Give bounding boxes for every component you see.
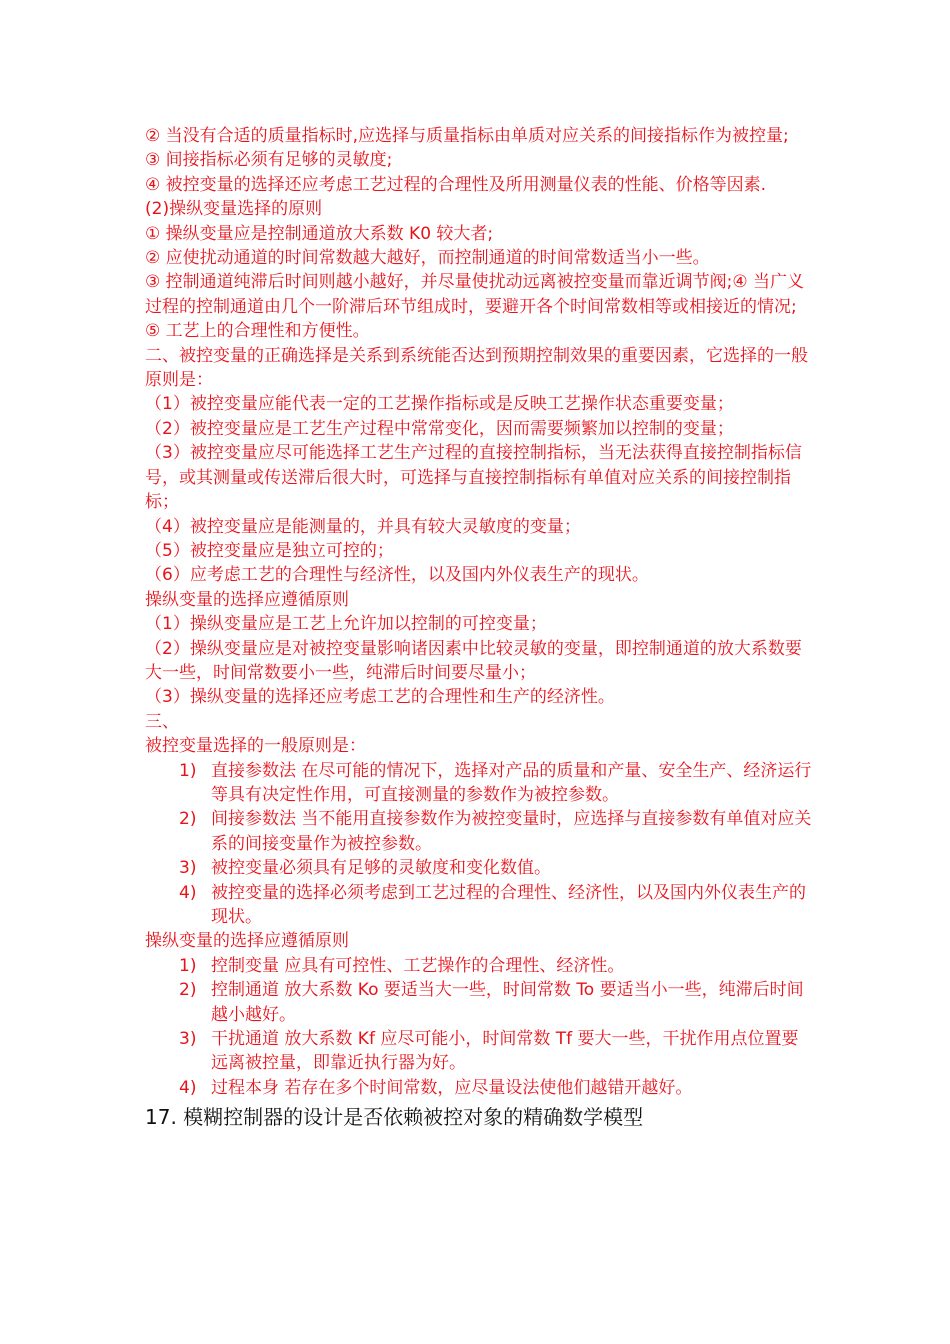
paragraph: ③ 间接指标必须有足够的灵敏度; — [145, 150, 393, 171]
list-text: 干扰通道 放大系数 Kf 应尽可能小，时间常数 Tf 要大一些，干扰作用点位置要远离被控量，即靠近执行器为好。 — [211, 1029, 799, 1074]
list-item: （2）操纵变量应是对被控变量影响诸因素中比较灵敏的变量，即控制通道的放大系数要大一些，时间常数要小一些，纯滞后时间要尽量小； — [145, 638, 802, 683]
manipulated-variable-list — [145, 954, 815, 1100]
list-item: （2）被控变量应是工艺生产过程中常常变化，因而需要频繁加以控制的变量； — [145, 418, 734, 439]
question-heading: 17. 模糊控制器的设计是否依赖被控对象的精确数学模型 — [145, 1105, 644, 1130]
list-text: 被控变量的选择必须考虑到工艺过程的合理性、经济性，以及国内外仪表生产的现状。 — [211, 882, 806, 927]
list-item: （5）被控变量应是独立可控的； — [145, 540, 394, 561]
list-item — [145, 1027, 815, 1076]
list-item: （3）被控变量应尽可能选择工艺生产过程的直接控制指标，当无法获得直接控制指标信号，或其测量或传送滞后很大时，可选择与直接控制指标有单值对应关系的间接控制指标； — [145, 443, 802, 513]
subsection-title: (2)操纵变量选择的原则 — [145, 199, 323, 220]
document-page — [145, 124, 815, 1132]
list-text: 直接参数法 在尽可能的情况下，选择对产品的质量和产量、安全生产、经济运行等具有决定性作用，可直接测量的参数作为被控参数。 — [211, 760, 812, 805]
subsection-title: 操纵变量的选择应遵循原则 — [145, 589, 349, 610]
list-item — [145, 978, 815, 1027]
section-c — [145, 710, 815, 1101]
list-number: 2) — [179, 809, 197, 830]
subsection-title: 被控变量选择的一般原则是： — [145, 736, 366, 757]
paragraph: ③ 控制通道纯滞后时间则越小越好，并尽量使扰动远离被控变量而靠近调节阀;④ 当广义过程的控制通道由几个一阶滞后环节组成时，要避开各个时间常数相等或相接近的情况; — [145, 272, 805, 317]
controlled-variable-list — [145, 759, 815, 930]
list-text: 控制通道 放大系数 Ko 要适当大一些，时间常数 To 要适当小一些，纯滞后时间越小越好。 — [211, 980, 804, 1025]
list-item: （1）操纵变量应是工艺上允许加以控制的可控变量； — [145, 614, 547, 635]
list-item — [145, 954, 815, 978]
list-item — [145, 881, 815, 930]
list-number: 1) — [179, 955, 197, 976]
list-item: （4）被控变量应是能测量的，并具有较大灵敏度的变量； — [145, 516, 581, 537]
paragraph: ① 操纵变量应是控制通道放大系数 K0 较大者; — [145, 223, 494, 244]
list-number: 1) — [179, 760, 197, 781]
section-marker: 三、 — [145, 711, 179, 732]
list-item — [145, 1076, 815, 1100]
section-a — [145, 124, 815, 344]
section-b — [145, 344, 815, 710]
section-intro: 二、被控变量的正确选择是关系到系统能否达到预期控制效果的重要因素，它选择的一般原则是： — [145, 345, 808, 391]
list-item — [145, 856, 815, 880]
list-number: 2) — [179, 980, 197, 1001]
list-number: 3) — [179, 858, 197, 879]
list-number: 4) — [179, 882, 197, 903]
list-item — [145, 759, 815, 808]
paragraph: ② 当没有合适的质量指标时,应选择与质量指标由单质对应关系的间接指标作为被控量; — [145, 126, 789, 146]
paragraph: ⑤ 工艺上的合理性和方便性。 — [145, 321, 370, 342]
list-text: 被控变量必须具有足够的灵敏度和变化数值。 — [211, 858, 551, 879]
list-text: 控制变量 应具有可控性、工艺操作的合理性、经济性。 — [211, 955, 625, 976]
paragraph: ④ 被控变量的选择还应考虑工艺过程的合理性及所用测量仪表的性能、价格等因素. — [145, 174, 767, 195]
list-number: 4) — [179, 1077, 197, 1098]
list-item — [145, 807, 815, 856]
list-item: （6）应考虑工艺的合理性与经济性，以及国内外仪表生产的现状。 — [145, 565, 649, 586]
list-text: 间接参数法 当不能用直接参数作为被控变量时，应选择与直接参数有单值对应关系的间接变量作为被控参数。 — [211, 809, 812, 854]
list-text: 过程本身 若存在多个时间常数，应尽量设法使他们越错开越好。 — [211, 1077, 693, 1098]
list-number: 3) — [179, 1029, 197, 1050]
subsection-title: 操纵变量的选择应遵循原则 — [145, 931, 349, 952]
list-item: （3）操纵变量的选择还应考虑工艺的合理性和生产的经济性。 — [145, 687, 615, 708]
paragraph: ② 应使扰动通道的时间常数越大越好，而控制通道的时间常数适当小一些。 — [145, 248, 710, 269]
list-item: （1）被控变量应能代表一定的工艺操作指标或是反映工艺操作状态重要变量； — [145, 394, 734, 415]
